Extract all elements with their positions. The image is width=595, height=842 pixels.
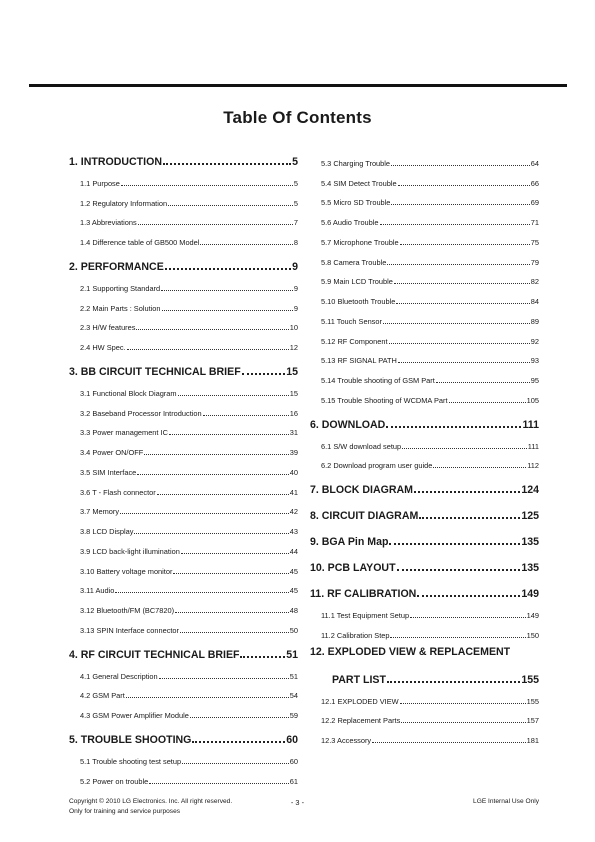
toc-entry-page: 43 [289,527,298,536]
toc-section-entry[interactable] [69,253,298,273]
toc-entry-label: 3.6 T - Flash connector [80,487,156,497]
toc-entry-page: 112 [527,461,539,471]
toc-dot-leader [449,402,526,403]
toc-entry-page: 111 [522,418,539,431]
toc-dot-leader [127,349,289,350]
toc-dot-leader [436,382,530,383]
toc-entry-label: 5.6 Audio Trouble [321,218,379,227]
toc-dot-leader [138,224,293,225]
toc-subsection-entry[interactable] [69,661,298,681]
toc-entry-label: 5.14 Trouble shooting of GSM Part [321,376,435,385]
toc-entry-label: 5.15 Trouble Shooting of WCDMA Part [321,395,448,405]
toc-subsection-entry[interactable] [69,437,298,457]
toc-entry-label: 2.1 Supporting Standard [80,283,161,293]
toc-dot-leader [180,632,289,633]
toc-subsection-entry[interactable] [69,595,298,615]
toc-entry-page: 48 [289,606,298,615]
toc-entry-label: 5.9 Main LCD Trouble [321,277,393,287]
toc-entry-page: 54 [289,691,298,701]
toc-subsection-entry[interactable] [310,686,539,706]
toc-entry-page: 124 [521,484,539,497]
toc-dot-leader [182,763,289,764]
toc-entry-label: 5.7 Microphone Trouble [321,237,399,247]
toc-subsection-entry[interactable] [69,536,298,556]
toc-entry-label: 2.2 Main Parts : Solution [80,303,161,313]
toc-dot-leader [401,722,525,723]
toc-dot-leader [402,448,527,449]
toc-subsection-entry[interactable] [69,516,298,536]
toc-section-entry[interactable] [310,502,539,522]
toc-subsection-entry[interactable] [69,313,298,333]
toc-entry-page: 8 [293,238,298,247]
toc-entry-label: PART LIST [332,673,386,686]
toc-subsection-entry[interactable] [69,293,298,313]
toc-entry-label: 11.2 Calibration Step [321,630,390,640]
footer-copyright-line1: Copyright © 2010 LG Electronics. Inc. All right reserved. [69,798,233,805]
toc-entry-label: 1. INTRODUCTION [69,156,162,168]
toc-entry-label: 4. RF CIRCUIT TECHNICAL BRIEF [69,648,240,661]
toc-left-column [69,148,298,786]
toc-dot-leader [190,717,289,718]
toc-entry-page: 135 [521,536,539,549]
toc-entry-label: 1.4 Difference table of GB500 Model [80,238,200,247]
toc-entry-page: 31 [289,428,298,438]
toc-entry-label: 2.3 H/W features [80,323,136,333]
toc-entry-label: 3.12 Bluetooth/FM (BC7820) [80,606,175,615]
toc-subsection-entry[interactable] [310,227,539,247]
toc-subsection-entry[interactable] [69,766,298,786]
toc-entry-page: 89 [530,316,539,326]
toc-subsection-entry[interactable] [310,365,539,385]
toc-section-entry[interactable] [310,666,539,686]
toc-subsection-entry[interactable] [69,477,298,497]
toc-subsection-entry[interactable] [69,746,298,766]
toc-dot-leader [419,517,520,519]
toc-entry-label: 8. CIRCUIT DIAGRAM [310,510,419,523]
toc-dot-leader [159,678,289,679]
toc-dot-leader [391,204,529,205]
toc-right-column [310,148,539,745]
toc-section-entry[interactable] [69,641,298,661]
toc-dot-leader [181,553,289,554]
toc-dot-leader [173,573,288,574]
toc-subsection-entry[interactable] [310,188,539,208]
toc-entry-label: 3.9 LCD back-light illumination [80,546,180,556]
toc-entry-label: 3.8 LCD Display [80,527,134,536]
toc-entry-label: 6.1 S/W download setup [321,441,402,451]
footer-copyright-line2: Only for training and service purposes [69,808,181,815]
toc-dot-leader [157,494,289,495]
toc-dot-leader [168,205,293,206]
toc-dot-leader [169,434,289,435]
toc-entry-label: 5.10 Bluetooth Trouble [321,297,396,306]
toc-entry-label: 6.2 Download program user guide [321,461,433,471]
toc-section-entry[interactable] [310,476,539,496]
toc-entry-page: 9 [293,283,298,293]
toc-entry-label: 3.1 Functional Block Diagram [80,388,177,398]
toc-entry-page: 71 [530,218,539,227]
toc-dot-leader [389,543,520,545]
toc-entry-label: 5.8 Camera Trouble [321,257,387,267]
toc-entry-page: 84 [530,297,539,306]
toc-entry-label: 5.1 Trouble shooting test setup [80,756,182,766]
toc-dot-leader [398,185,530,186]
toc-entry-page: 155 [521,673,539,686]
toc-entry-page: 59 [289,711,298,720]
toc-subsection-entry[interactable] [310,247,539,267]
toc-subsection-entry[interactable] [310,267,539,287]
toc-entry-label: 9. BGA Pin Map [310,536,389,549]
toc-entry-label: 4.2 GSM Part [80,691,125,701]
toc-entry-page: 93 [530,356,539,366]
toc-subsection-entry[interactable] [69,418,298,438]
toc-entry-label: 12.2 Replacement Parts [321,716,401,726]
toc-entry-page: 50 [289,625,298,635]
toc-dot-leader [134,533,288,534]
toc-section-entry[interactable] [310,580,539,600]
toc-subsection-entry[interactable] [310,207,539,227]
toc-dot-leader [397,569,521,571]
toc-entry-page: 61 [289,776,298,786]
toc-subsection-entry[interactable] [310,451,539,471]
toc-entry-page: 75 [530,237,539,247]
toc-entry-label: 3.5 SIM Interface [80,467,137,477]
toc-subsection-entry[interactable] [69,681,298,701]
toc-subsection-entry[interactable] [69,332,298,352]
toc-entry-label: 1.3 Abbreviations [80,218,137,228]
header-rule [29,84,567,87]
toc-entry-page: 64 [530,158,539,168]
toc-dot-leader [414,491,520,493]
toc-entry-label: 1.1 Purpose [80,178,120,188]
toc-subsection-entry[interactable] [69,168,298,188]
toc-dot-leader [387,264,529,265]
toc-entry-page: 92 [530,336,539,346]
toc-subsection-entry[interactable] [310,431,539,451]
toc-entry-label: 7. BLOCK DIAGRAM [310,484,413,497]
toc-entry-label: 10. PCB LAYOUT [310,562,396,575]
toc-dot-leader [391,165,530,166]
toc-entry-page: 40 [289,467,298,477]
toc-entry-label: 11.1 Test Equipment Setup [321,611,410,620]
toc-entry-label: 2. PERFORMANCE [69,261,164,273]
toc-entry-page: 82 [530,277,539,287]
toc-section-entry[interactable] [69,726,298,746]
toc-entry-label: 5.3 Charging Trouble [321,158,391,168]
toc-entry-label: 3.13 SPIN Interface connector [80,625,180,635]
toc-subsection-entry[interactable] [310,346,539,366]
toc-entry-page: 9 [292,261,298,273]
toc-entry-label: 3.3 Power management IC [80,428,168,438]
toc-entry-page: 5 [293,198,298,208]
toc-section-entry[interactable] [310,411,539,431]
toc-entry-label: 12.1 EXPLODED VIEW [321,696,399,706]
toc-entry-page: 7 [293,218,298,228]
toc-entry-page: 12 [289,343,298,352]
toc-entry-page: 5 [293,178,298,188]
toc-dot-leader [163,163,291,165]
toc-entry-page: 51 [289,671,298,681]
toc-dot-leader [386,426,521,428]
toc-entry-page: 135 [521,562,539,575]
toc-dot-leader [200,244,292,245]
toc-entry-page: 69 [530,198,539,208]
toc-entry-page: 42 [289,507,298,517]
toc-dot-leader [433,467,526,468]
toc-entry-page: 155 [526,696,539,706]
toc-subsection-entry[interactable] [69,556,298,576]
toc-subsection-entry[interactable] [310,385,539,405]
toc-entry-page: 105 [526,395,539,405]
toc-subsection-entry[interactable] [310,286,539,306]
toc-subsection-entry[interactable] [69,615,298,635]
toc-subsection-entry[interactable] [69,188,298,208]
toc-entry-label: 5.12 RF Component [321,336,388,346]
toc-dot-leader [372,742,526,743]
toc-subsection-entry[interactable] [310,600,539,620]
toc-entry-label: 12.3 Accessory [321,736,372,745]
toc-dot-leader [149,783,289,784]
toc-subsection-entry[interactable] [310,168,539,188]
toc-entry-label: 2.4 HW Spec. [80,343,126,352]
toc-dot-leader [400,244,530,245]
toc-dot-leader [165,268,291,270]
toc-dot-leader [394,283,530,284]
toc-entry-page: 16 [289,408,298,418]
toc-dot-leader [120,513,289,514]
page-title: Table Of Contents [223,108,372,127]
toc-dot-leader [115,592,288,593]
toc-entry-page: 44 [289,546,298,556]
toc-dot-leader [417,595,520,597]
toc-section-entry[interactable] [310,554,539,574]
toc-entry-label: 5.2 Power on trouble [80,776,149,786]
toc-entry-page: 41 [289,487,298,497]
toc-entry-label: 3. BB CIRCUIT TECHNICAL BRIEF [69,366,241,378]
toc-entry-label: 3.2 Baseband Processor Introduction [80,408,202,418]
toc-entry-label: 4.3 GSM Power Amplifier Module [80,711,189,720]
toc-entry-label: 1.2 Regulatory Information [80,198,168,208]
toc-dot-leader [398,362,530,363]
toc-dot-leader [390,637,525,638]
toc-entry-page: 15 [286,366,298,378]
toc-subsection-entry[interactable] [69,497,298,517]
toc-dot-leader [396,303,529,304]
toc-entry-page: 60 [286,734,298,746]
toc-dot-leader [178,395,289,396]
toc-dot-leader [136,329,288,330]
toc-entry-page: 111 [527,441,539,451]
toc-entry-label: 3.7 Memory [80,507,120,517]
toc-subsection-entry[interactable] [69,398,298,418]
toc-subsection-entry[interactable] [69,457,298,477]
toc-entry-page: 15 [289,388,298,398]
toc-entry-page: 181 [526,736,539,745]
toc-dot-leader [144,454,289,455]
footer-confidentiality: LGE Internal Use Only [473,798,539,805]
toc-entry-page: 157 [526,716,539,726]
toc-dot-leader [380,224,530,225]
toc-dot-leader [242,373,286,375]
toc-subsection-entry[interactable] [69,378,298,398]
toc-section-entry[interactable] [69,148,298,168]
footer-page-number: - 3 - [290,798,305,807]
toc-entry-page: 45 [289,566,298,576]
toc-dot-leader [410,617,526,618]
toc-dot-leader [389,343,530,344]
toc-entry-page: 125 [521,510,539,523]
toc-dot-leader [162,310,293,311]
toc-entry-page: 39 [289,448,298,457]
toc-subsection-entry[interactable] [69,700,298,720]
toc-dot-leader [121,185,293,186]
toc-subsection-entry[interactable] [69,576,298,596]
toc-entry-page: 149 [521,588,539,601]
toc-entry-label: 6. DOWNLOAD [310,418,386,431]
toc-entry-label: 3.11 Audio [80,586,115,596]
toc-dot-leader [161,290,293,291]
toc-subsection-entry[interactable] [310,306,539,326]
toc-dot-leader [203,415,289,416]
toc-entry-page: 79 [530,257,539,267]
toc-entry-label: 5.4 SIM Detect Trouble [321,178,397,188]
toc-entry-label: 4.1 General Description [80,671,158,681]
toc-entry-label: 5.5 Micro SD Trouble [321,198,391,208]
toc-dot-leader [383,323,530,324]
toc-dot-leader [240,656,285,658]
toc-entry-label: 12. EXPLODED VIEW & REPLACEMENT [310,645,511,658]
toc-dot-leader [175,612,289,613]
toc-entry-page: 149 [526,611,539,620]
toc-entry-label: 5.13 RF SIGNAL PATH [321,356,397,366]
toc-entry-page: 66 [530,178,539,188]
toc-dot-leader [400,703,526,704]
toc-entry-page: 60 [289,756,298,766]
toc-entry-label: 11. RF CALIBRATION [310,588,417,601]
toc-section-entry[interactable] [310,528,539,548]
toc-dot-leader [387,681,520,683]
toc-dot-leader [137,474,288,475]
toc-dot-leader [192,741,285,743]
toc-subsection-entry[interactable] [69,208,298,228]
toc-subsection-entry[interactable] [310,706,539,726]
toc-entry-label: 3.10 Battery voltage monitor [80,566,173,576]
toc-entry-label: 5. TROUBLE SHOOTING [69,734,192,746]
toc-subsection-entry[interactable] [310,148,539,168]
toc-entry-page: 45 [289,586,298,596]
toc-subsection-entry[interactable] [310,725,539,745]
toc-subsection-entry[interactable] [69,227,298,247]
toc-entry-page: 51 [286,648,298,661]
toc-entry-page: 150 [526,630,539,640]
toc-subsection-entry[interactable] [69,273,298,293]
toc-entry-label: 5.11 Touch Sensor [321,316,382,326]
toc-subsection-entry[interactable] [310,326,539,346]
toc-section-entry[interactable] [310,646,539,666]
toc-entry-label: 3.4 Power ON/OFF [80,448,144,457]
toc-entry-page: 5 [292,156,298,168]
toc-subsection-entry[interactable] [310,620,539,640]
toc-section-entry[interactable] [69,358,298,378]
toc-entry-page: 95 [530,376,539,385]
toc-dot-leader [126,697,289,698]
toc-entry-page: 10 [289,323,298,333]
toc-entry-page: 9 [293,303,298,313]
